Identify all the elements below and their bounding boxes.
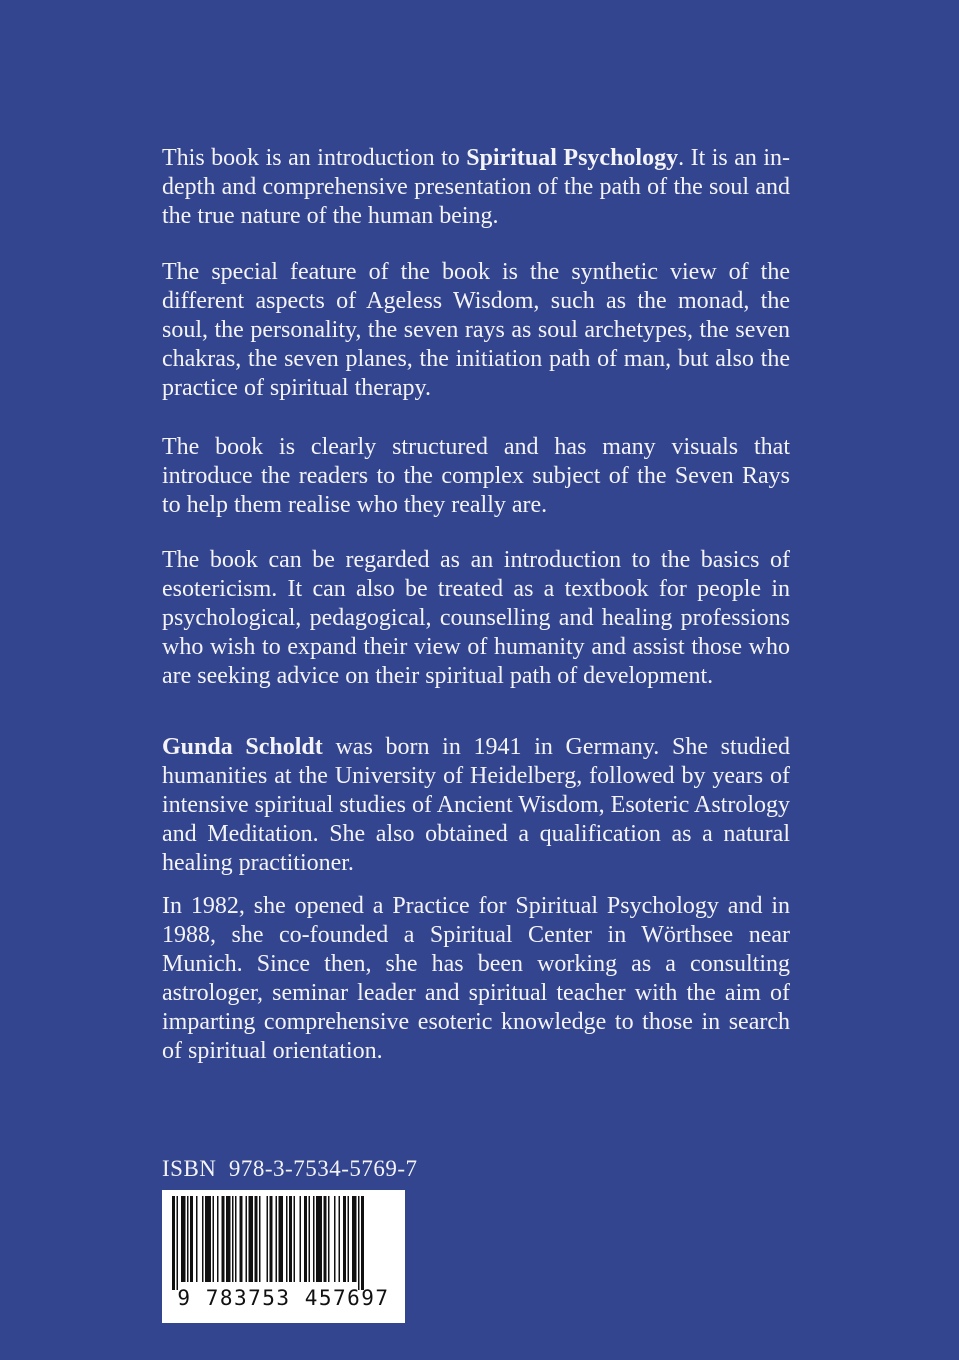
intro-paragraph-1 — [162, 144, 790, 231]
intro-paragraph-2: The special feature of the book is the synthetic view of the different aspects of Ageless Wisdom, such as the monad, the soul, the personality, the seven rays as soul archetypes, the seven chakras, the seven planes, the initiation path of man, but also the practice of spiritual therapy. — [162, 259, 790, 401]
barcode-bar — [289, 1196, 292, 1282]
barcode-bar — [196, 1196, 198, 1282]
barcode-bar — [361, 1196, 364, 1290]
barcode-bar — [190, 1196, 193, 1282]
barcode-bar — [232, 1196, 234, 1282]
intro-paragraph-4: The book can be regarded as an introduction to the basics of esotericism. It can also be treated as a textbook for people in psychological, pedagogical, counselling and healing professions who wish to expand their view of humanity and assist those who are seeking advice on their spiritual path of development. — [162, 547, 790, 689]
barcode-bar — [304, 1196, 307, 1282]
barcode-bar — [177, 1196, 179, 1290]
author-bio-1: was born in 1941 in Germany. She studied humanities at the University of Heidelberg, followed by years of intensive spiritual studies of Ancient Wisdom, Esoteric Astrology and Meditation. She also obtained a qualification as a natural healing practitioner. — [162, 734, 790, 876]
barcode-bar — [309, 1196, 311, 1282]
barcode-bar — [294, 1196, 296, 1282]
barcode-bar — [235, 1196, 237, 1282]
barcode-bar — [249, 1196, 254, 1282]
barcode-bar — [187, 1196, 189, 1282]
intro-p1-pre: This book is an introduction to — [162, 145, 467, 171]
barcode-bar — [339, 1196, 341, 1282]
author-name: Gunda Scholdt — [162, 734, 323, 760]
isbn-label: ISBN 978-3-7534-5769-7 — [162, 1156, 418, 1181]
barcode-bar — [259, 1196, 261, 1282]
barcode-bar — [348, 1196, 350, 1282]
intro-p1-bold: Spiritual Psychology — [466, 145, 679, 171]
barcode-bar — [358, 1196, 360, 1290]
barcode-bar — [267, 1196, 269, 1282]
barcode-bar — [276, 1196, 278, 1282]
intro-paragraph-3: The book is clearly structured and has many visuals that introduce the readers to the complex subject of the Seven Rays to help them realise who they really are. — [162, 434, 790, 518]
barcode-bar — [300, 1196, 302, 1282]
barcode-bar — [255, 1196, 258, 1282]
barcode-bar — [334, 1196, 336, 1282]
barcode-bar — [217, 1196, 219, 1282]
barcode-bar — [324, 1196, 327, 1282]
barcode-bar — [316, 1196, 322, 1282]
author-bio-paragraph-2: In 1982, she opened a Practice for Spiritual Psychology and in 1988, she co-founded a Spiritual Center in Wörthsee near Munich. Since then, she has been working as a consulting astrologer, seminar leader and spiritual teacher with the aim of imparting comprehensive esoteric knowledge to those in search of spiritual orientation. — [162, 893, 790, 1064]
barcode-bar — [343, 1196, 346, 1282]
barcode-bars — [162, 1190, 405, 1290]
barcode-bar — [172, 1196, 175, 1290]
barcode-bar — [181, 1196, 186, 1282]
barcode-bar — [222, 1196, 225, 1282]
barcode-bar — [202, 1196, 204, 1282]
barcode-bar — [205, 1196, 211, 1282]
barcode — [162, 1190, 405, 1323]
barcode-bar — [328, 1196, 330, 1282]
barcode-bar — [286, 1196, 288, 1282]
author-bio-paragraph-1 — [162, 733, 790, 878]
barcode-digits: 9 783753 457697 — [177, 1286, 390, 1310]
barcode-bar — [279, 1196, 284, 1282]
barcode-bar — [226, 1196, 231, 1282]
barcode-bar — [213, 1196, 215, 1282]
barcode-bar — [246, 1196, 248, 1282]
barcode-bar — [352, 1196, 357, 1282]
intro-p1-post: . It is an in-depth and comprehensive presentation of the path of the soul and the true nature of the human being. — [162, 145, 791, 229]
barcode-bar — [240, 1196, 243, 1282]
barcode-bar — [313, 1196, 315, 1282]
barcode-bar — [270, 1196, 273, 1282]
